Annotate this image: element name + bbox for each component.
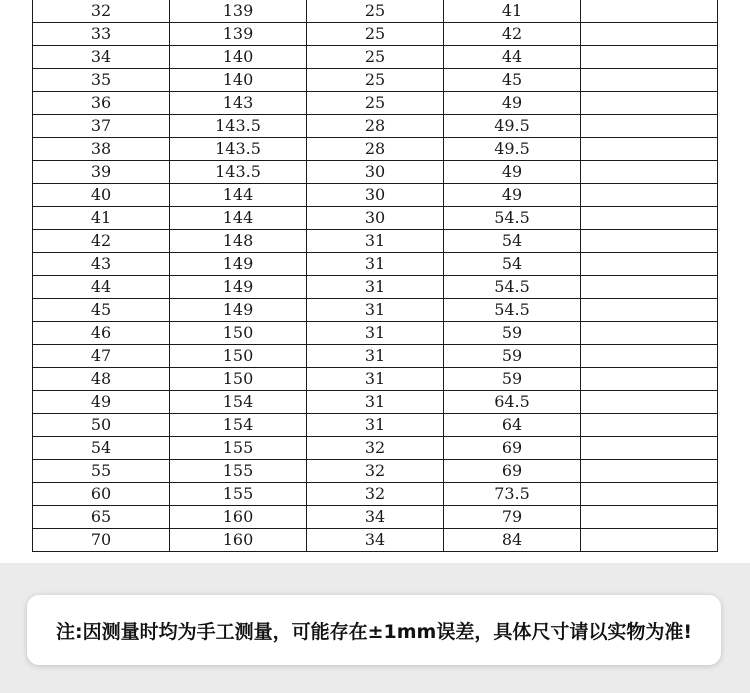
table-cell: 28 (307, 115, 444, 138)
table-cell: 30 (307, 184, 444, 207)
table-cell: 30 (307, 161, 444, 184)
table-cell: 31 (307, 230, 444, 253)
table-cell (581, 506, 718, 529)
table-cell: 36 (33, 92, 170, 115)
table-cell: 49 (444, 92, 581, 115)
table-cell (581, 115, 718, 138)
size-table-body (33, 0, 718, 552)
table-row (33, 184, 718, 207)
table-cell: 154 (170, 391, 307, 414)
table-cell: 40 (33, 184, 170, 207)
table-cell: 25 (307, 69, 444, 92)
table-cell (581, 529, 718, 552)
table-cell (581, 92, 718, 115)
table-cell (581, 345, 718, 368)
table-row (33, 483, 718, 506)
table-cell: 55 (33, 460, 170, 483)
size-table-container (32, 0, 718, 554)
table-cell: 143.5 (170, 115, 307, 138)
table-cell: 54 (444, 230, 581, 253)
table-cell (581, 460, 718, 483)
table-cell: 31 (307, 276, 444, 299)
table-cell: 48 (33, 368, 170, 391)
table-cell: 69 (444, 437, 581, 460)
table-cell: 44 (444, 46, 581, 69)
table-cell: 31 (307, 391, 444, 414)
table-row (33, 207, 718, 230)
table-cell: 150 (170, 322, 307, 345)
table-cell (581, 483, 718, 506)
table-cell: 155 (170, 437, 307, 460)
table-cell (581, 69, 718, 92)
table-cell: 149 (170, 299, 307, 322)
table-cell (581, 184, 718, 207)
table-cell: 33 (33, 23, 170, 46)
table-cell: 31 (307, 345, 444, 368)
table-cell: 150 (170, 345, 307, 368)
table-row (33, 414, 718, 437)
table-cell (581, 138, 718, 161)
size-table (32, 0, 718, 552)
table-cell: 139 (170, 23, 307, 46)
table-cell: 84 (444, 529, 581, 552)
table-cell: 143 (170, 92, 307, 115)
table-cell: 47 (33, 345, 170, 368)
table-cell: 44 (33, 276, 170, 299)
table-cell: 160 (170, 506, 307, 529)
table-cell: 31 (307, 322, 444, 345)
table-cell (581, 207, 718, 230)
table-cell: 45 (444, 69, 581, 92)
measurement-note-card (27, 595, 721, 665)
table-cell: 160 (170, 529, 307, 552)
table-row (33, 92, 718, 115)
table-cell (581, 299, 718, 322)
table-cell: 148 (170, 230, 307, 253)
table-cell: 49 (33, 391, 170, 414)
table-cell: 54 (444, 253, 581, 276)
table-cell (581, 276, 718, 299)
table-row (33, 138, 718, 161)
table-cell: 140 (170, 69, 307, 92)
table-cell: 30 (307, 207, 444, 230)
table-cell: 35 (33, 69, 170, 92)
table-cell: 49 (444, 161, 581, 184)
table-row (33, 276, 718, 299)
table-cell: 69 (444, 460, 581, 483)
table-cell (581, 46, 718, 69)
table-row (33, 391, 718, 414)
table-cell (581, 230, 718, 253)
table-cell: 42 (444, 23, 581, 46)
table-cell: 32 (307, 437, 444, 460)
table-cell: 49.5 (444, 138, 581, 161)
table-row (33, 253, 718, 276)
table-cell: 54.5 (444, 276, 581, 299)
measurement-note: 注:因测量时均为手工测量，可能存在±1mm误差，具体尺寸请以实物为准! (55, 620, 692, 643)
table-row (33, 460, 718, 483)
table-cell: 42 (33, 230, 170, 253)
table-cell (581, 322, 718, 345)
table-row (33, 322, 718, 345)
table-row (33, 437, 718, 460)
table-cell: 49 (444, 184, 581, 207)
table-cell: 49.5 (444, 115, 581, 138)
table-row (33, 115, 718, 138)
table-cell: 39 (33, 161, 170, 184)
table-cell: 38 (33, 138, 170, 161)
table-cell: 140 (170, 46, 307, 69)
table-cell: 32 (307, 460, 444, 483)
table-cell: 59 (444, 368, 581, 391)
table-row (33, 506, 718, 529)
table-cell: 41 (33, 207, 170, 230)
table-row (33, 46, 718, 69)
table-row (33, 69, 718, 92)
table-cell: 154 (170, 414, 307, 437)
table-row (33, 230, 718, 253)
table-cell (581, 161, 718, 184)
table-cell: 65 (33, 506, 170, 529)
table-cell: 32 (33, 0, 170, 23)
table-cell: 150 (170, 368, 307, 391)
table-cell: 34 (307, 506, 444, 529)
table-cell: 25 (307, 0, 444, 23)
table-cell: 139 (170, 0, 307, 23)
table-cell: 46 (33, 322, 170, 345)
table-row (33, 368, 718, 391)
table-cell (581, 437, 718, 460)
table-row (33, 299, 718, 322)
table-cell (581, 253, 718, 276)
table-cell: 54 (33, 437, 170, 460)
table-cell: 70 (33, 529, 170, 552)
table-row (33, 161, 718, 184)
table-cell: 34 (307, 529, 444, 552)
table-cell (581, 414, 718, 437)
table-row (33, 345, 718, 368)
table-cell: 25 (307, 23, 444, 46)
table-cell: 31 (307, 299, 444, 322)
table-cell: 31 (307, 368, 444, 391)
table-cell: 64 (444, 414, 581, 437)
table-cell: 60 (33, 483, 170, 506)
table-cell: 43 (33, 253, 170, 276)
table-cell: 155 (170, 483, 307, 506)
table-cell: 79 (444, 506, 581, 529)
table-cell: 32 (307, 483, 444, 506)
table-cell (581, 0, 718, 23)
table-cell: 41 (444, 0, 581, 23)
table-cell: 149 (170, 276, 307, 299)
table-cell: 64.5 (444, 391, 581, 414)
table-cell: 59 (444, 345, 581, 368)
table-cell: 25 (307, 46, 444, 69)
table-cell: 31 (307, 253, 444, 276)
table-row (33, 529, 718, 552)
table-cell: 149 (170, 253, 307, 276)
table-cell: 31 (307, 414, 444, 437)
table-cell: 144 (170, 207, 307, 230)
table-cell: 54.5 (444, 299, 581, 322)
table-cell: 155 (170, 460, 307, 483)
table-cell: 73.5 (444, 483, 581, 506)
table-cell: 45 (33, 299, 170, 322)
table-cell: 34 (33, 46, 170, 69)
table-cell: 25 (307, 92, 444, 115)
table-cell (581, 391, 718, 414)
table-cell (581, 368, 718, 391)
table-cell: 50 (33, 414, 170, 437)
table-cell: 143.5 (170, 161, 307, 184)
table-cell: 59 (444, 322, 581, 345)
table-cell (581, 23, 718, 46)
table-row (33, 0, 718, 23)
table-cell: 37 (33, 115, 170, 138)
table-cell: 54.5 (444, 207, 581, 230)
table-cell: 143.5 (170, 138, 307, 161)
table-row (33, 23, 718, 46)
table-cell: 28 (307, 138, 444, 161)
table-cell: 144 (170, 184, 307, 207)
